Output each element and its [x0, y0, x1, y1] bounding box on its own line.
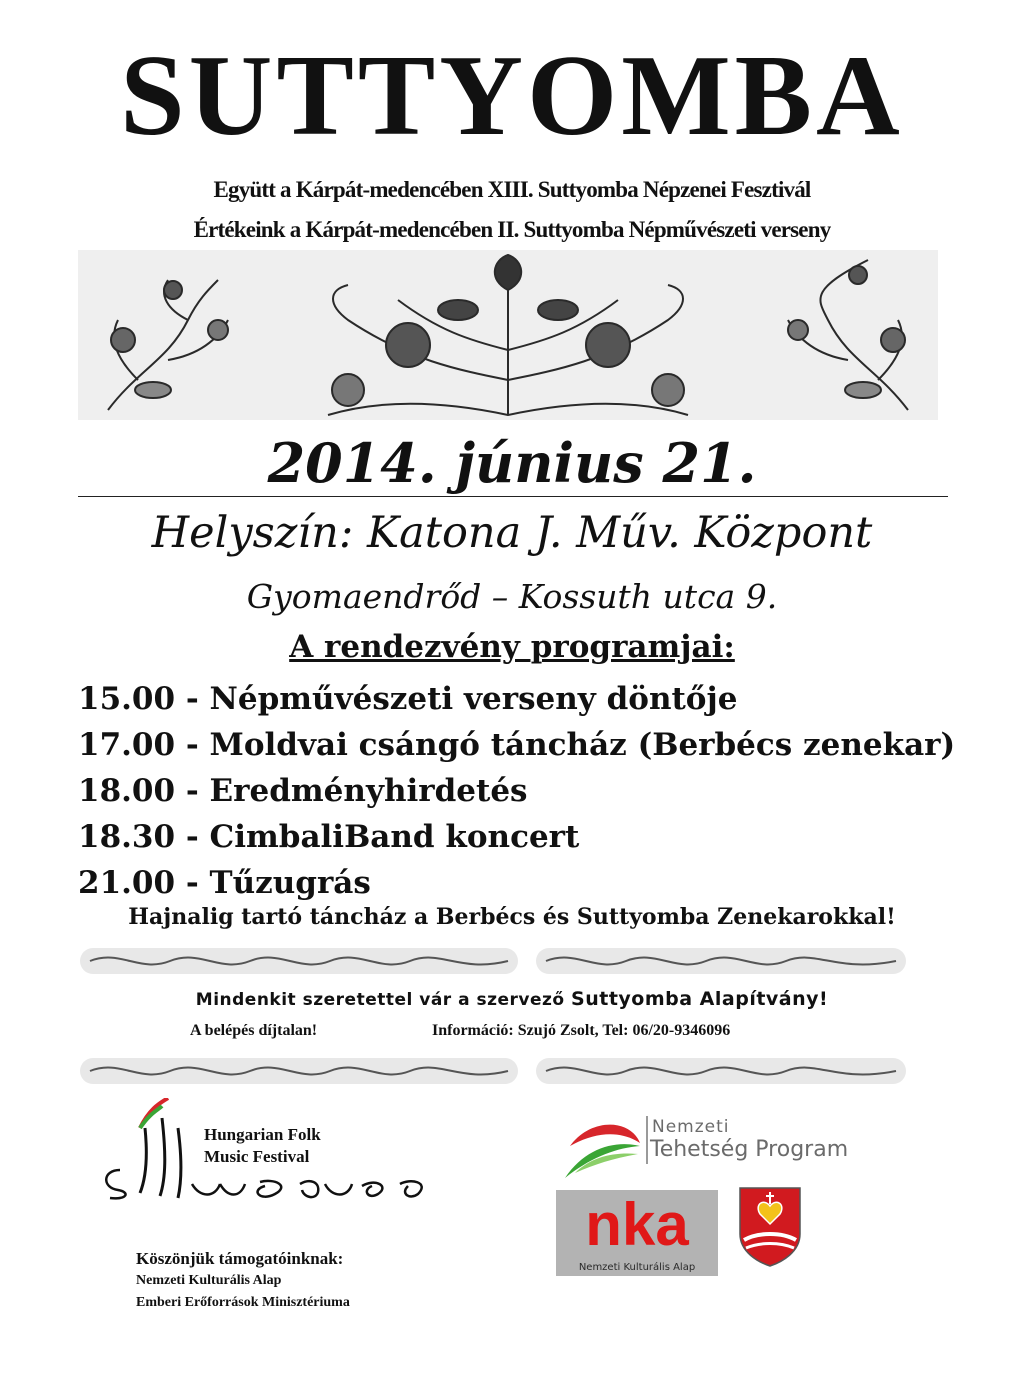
festival-logo-title — [204, 1124, 321, 1168]
nka-logo-word: nka — [585, 1191, 689, 1258]
divider-line — [78, 496, 948, 497]
program-item: 15.00 - Népművészeti verseny döntője — [78, 681, 738, 717]
sponsor-item: Emberi Erőforrások Minisztériuma — [136, 1295, 350, 1310]
sponsor-item: Nemzeti Kulturális Alap — [136, 1273, 282, 1288]
closing-note: Hajnalig tartó táncház a Berbécs és Suttyomba Zenekarokkal! — [128, 904, 896, 930]
program-item: 17.00 - Moldvai csángó táncház (Berbécs zenekar) — [78, 727, 956, 763]
festival-logo-line: Hungarian Folk — [204, 1125, 321, 1144]
program-item: 18.00 - Eredményhirdetés — [78, 773, 528, 809]
coat-of-arms-icon — [738, 1186, 802, 1268]
program-list — [78, 680, 978, 910]
venue-address: Gyomaendrőd – Kossuth utca 9. — [246, 577, 778, 616]
subtitle-competition: Értékeink a Kárpát-medencében II. Suttyomba Népművészeti verseny — [193, 217, 831, 242]
entry-fee: A belépés díjtalan! — [190, 1022, 318, 1039]
ornament-border-strip — [80, 1054, 518, 1088]
subtitle-festival: Együtt a Kárpát-medencében XIII. Suttyomba Népzenei Fesztivál — [213, 177, 811, 202]
ntp-logo-line1: Nemzeti — [652, 1117, 730, 1137]
poster-title: SUTTYOMBA — [120, 32, 904, 160]
program-item: 18.30 - CimbaliBand koncert — [78, 819, 580, 855]
festival-logo-line: Music Festival — [204, 1147, 310, 1166]
ntp-logo-divider — [646, 1116, 648, 1164]
contact-info: Információ: Szujó Zsolt, Tel: 06/20-9346096 — [432, 1022, 731, 1039]
program-item: 21.00 - Tűzugrás — [78, 865, 371, 901]
invitation-text: Mindenkit szeretettel vár a szervező — [195, 990, 565, 1010]
ornament-border-strip — [536, 944, 906, 978]
event-date: 2014. június 21. — [267, 431, 757, 495]
invitation — [0, 990, 1024, 1009]
program-heading: A rendezvény programjai: — [289, 629, 735, 665]
ornament-border-strip — [80, 944, 518, 978]
sponsors-block — [136, 1248, 350, 1314]
sponsors-heading: Köszönjük támogatóinknak: — [136, 1249, 344, 1268]
folk-embroidery-banner — [78, 250, 938, 420]
venue: Helyszín: Katona J. Műv. Központ — [151, 508, 873, 558]
organizer-name: Suttyomba Alapítvány! — [571, 988, 829, 1010]
ntp-logo-line2: Tehetség Program — [650, 1137, 849, 1162]
nka-logo-subtitle: Nemzeti Kulturális Alap — [578, 1262, 696, 1273]
ntp-logo-icon — [560, 1118, 650, 1180]
ornament-border-strip — [536, 1054, 906, 1088]
